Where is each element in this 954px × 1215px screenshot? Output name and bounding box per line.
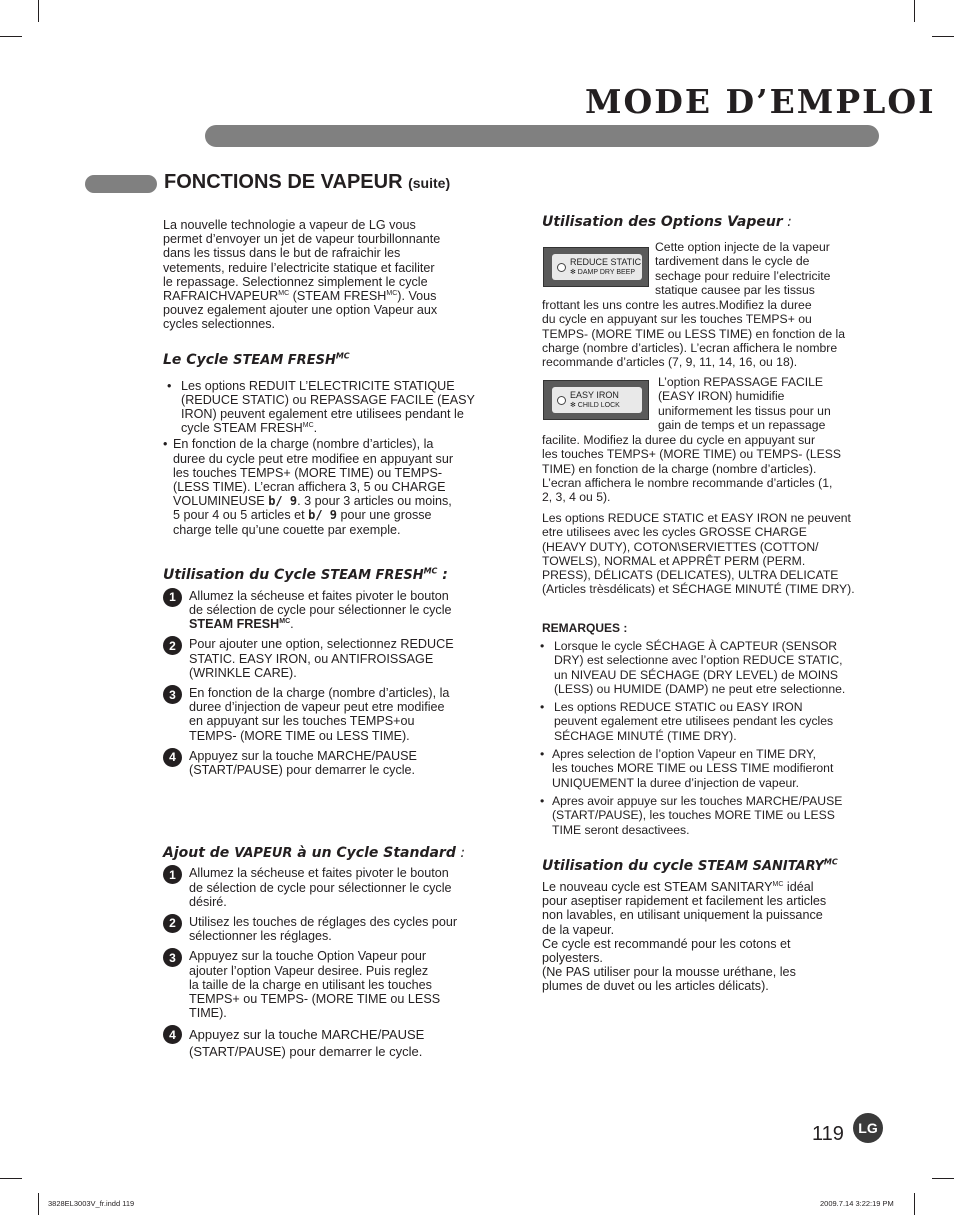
remarks-title: REMARQUES : [542,621,628,635]
bullet-dot: • [540,700,545,715]
text-line: SÉCHAGE MINUTÉ (TIME DRY). [554,728,737,743]
mc-mark: MC [335,350,350,360]
mc-mark: MC [278,289,290,297]
bullet-line: charge telle qu’une couette par exemple. [173,522,401,537]
text-line: DRY) est selectionne avec l’option REDUCE STATIC, [554,653,843,668]
bullet-line: duree du cycle peut etre modifiee en appuyant sur [173,451,454,466]
heading-text: Utilisation du Cycle [163,566,321,583]
easy-iron-side-text [658,375,868,432]
text-line: TOWELS), NORMAL et APPRÊT PERM (PERM. [542,553,806,568]
text-line: PRESS), DÉLICATS (DELICATES), ULTRA DELICATE [542,568,839,583]
heading-text: : [437,566,448,583]
heading-text: : [782,214,792,230]
intro-line: cycles selectionnes. [163,317,275,332]
reduce-static-panel [543,247,649,287]
add-steam-heading [163,845,493,861]
reduce-static-button [552,254,642,280]
text-line: Ce cycle est recommandé pour les cotons et [542,936,791,951]
crop-mark [0,1178,22,1179]
crop-mark [932,1178,954,1179]
easy-iron-text [542,433,872,504]
text-line: charge (nombre d’articles). L’ecran affichera le nombre [542,340,838,355]
bullet-dot: • [540,639,545,653]
add-steps [163,866,493,1060]
intro-text: RAFRAICHVAPEUR [163,289,279,304]
steam-sanitary-text [542,880,877,994]
bullet-text: 5 pour 4 ou 5 articles et [173,508,309,523]
intro-paragraph [163,218,493,332]
text-line: (HEAVY DUTY), COTON\SERVIETTES (COTTON/ [542,539,819,554]
indicator-light-icon [557,263,566,272]
step-line: (START/PAUSE) pour demarrer le cycle. [189,763,416,778]
steam-fresh-bullets [163,379,493,537]
step-item [163,949,493,1020]
heading-text: STEAM SANITARY [697,859,824,874]
crop-mark [0,36,22,37]
crop-mark [932,36,954,37]
step-number: 1 [163,588,182,607]
text-line: L’ecran affichera le nombre recommande d’articles (1, [542,475,833,490]
step-line: en appuyant sur les touches TEMPS+ou [189,714,415,729]
crop-mark [38,1193,39,1215]
bullet-line: En fonction de la charge (nombre d’articles), la [173,437,434,452]
text-line: tardivement dans le cycle de [655,254,810,269]
use-steps [163,589,493,777]
options-restriction-text [542,511,877,597]
list-item [163,437,493,536]
text-line: recommande d’articles (7, 9, 11, 14, 16, ou 18). [542,355,798,370]
text-line: (START/PAUSE), les touches MORE TIME ou LESS [552,808,835,823]
list-item [540,794,875,837]
list-item [540,747,875,790]
section-title [164,171,450,194]
bullet-line [173,508,453,522]
text-line: non lavables, en utilisant uniquement la puissance [542,908,823,923]
text-line: UNIQUEMENT la duree d’injection de vapeur. [552,775,800,790]
text-line: peuvent egalement etre utilisees pendant les cycles [554,714,834,729]
left-column [163,218,493,1066]
step-item [163,749,493,777]
mc-mark: MC [302,422,314,430]
heading-text: à un Cycle Standard [292,845,456,862]
sanitary-text: idéal [783,880,814,894]
intro-text: (STEAM FRESH [289,289,387,304]
steam-sanitary-heading [542,858,838,874]
crop-mark [914,1193,915,1215]
step-line: Appuyez sur la touche MARCHE/PAUSE [189,1027,425,1043]
text-line: Cette option injecte de la vapeur [655,240,830,254]
steam-fresh-heading [163,352,493,368]
text-line: Apres selection de l’option Vapeur en TIME DRY, [552,747,816,762]
step-text: . [290,617,294,632]
step-line: Allumez la sécheuse et faites pivoter le bouton [189,588,449,603]
step-line: la taille de la charge en utilisant les touches [189,977,432,992]
footer-timestamp: 2009.7.14 3:22:19 PM [820,1199,894,1208]
step-line: duree d’injection de vapeur peut etre modifiee [189,700,445,715]
section-title-text: FONCTIONS DE VAPEUR [164,171,403,193]
lg-logo: LG [853,1113,883,1143]
button-label: REDUCE STATIC [570,257,642,267]
text-line: (EASY IRON) humidifie [658,389,785,404]
text-line: uniformement les tissus pour un [658,403,831,418]
step-line: TEMPS+ ou TEMPS- (MORE TIME ou LESS [189,991,441,1006]
intro-line: dans les tissus dans le but de rafraichir les [163,246,401,261]
heading-text: : [455,845,466,862]
step-line: de sélection de cycle pour sélectionner le cycle [189,603,452,618]
intro-line: permet d’envoyer un jet de vapeur tourbillonnante [163,232,441,247]
button-label: EASY IRON [570,390,619,400]
text-line: plumes de duvet ou les articles délicats). [542,979,769,994]
mc-mark: MC [823,857,838,867]
section-marker [85,175,157,193]
crop-mark [38,0,39,22]
reduce-static-text [542,298,872,369]
list-item [540,700,875,743]
easy-iron-panel [543,380,649,420]
bullet-line: les touches TEMPS+ (MORE TIME) ou TEMPS- [173,465,443,480]
bullet-dot: • [540,793,545,808]
bullet-line: (REDUCE STATIC) ou REPASSAGE FACILE (EASY [181,392,475,407]
text-line: TEMPS- (MORE TIME ou LESS TIME) en fonction de la [542,326,845,341]
intro-text: ). Vous [397,289,437,304]
step-number: 3 [163,948,182,967]
step-line: sélectionner les réglages. [189,929,332,944]
step-line: TEMPS- (MORE TIME ou LESS TIME). [189,728,410,743]
text-line: les touches MORE TIME ou LESS TIME modifieront [552,761,834,776]
intro-line: le repassage. Selectionnez simplement le cycle [163,274,428,289]
button-sublabel: ✻ CHILD LOCK [570,402,620,409]
step-item [163,1026,493,1060]
intro-line: vetements, reduire l’electricite statique et faciliter [163,260,435,275]
bullet-text: VOLUMINEUSE [173,494,269,509]
text-line: frottant les uns contre les autres.Modifiez la duree [542,298,812,312]
text-line: 2, 3, 4 ou 5). [542,490,611,505]
bullet-line [181,421,475,435]
bullet-dot: • [540,747,545,762]
intro-line [163,289,493,303]
step-line: Pour ajouter une option, selectionnez REDUCE [189,637,454,652]
step-line: désiré. [189,894,227,909]
text-line: pour aseptiser rapidement et facilement les articles [542,894,827,909]
mc-mark: MC [279,618,291,626]
indicator-light-icon [557,396,566,405]
bullet-line: IRON) peuvent egalement etre utilisees pendant le [181,407,464,422]
text-line: du cycle en appuyant sur les touches TEMPS+ ou [542,312,812,327]
step-item [163,637,493,680]
sanitary-text: Le nouveau cycle est STEAM SANITARY [542,880,773,894]
step-line: STATIC. EASY IRON, ou ANTIFROISSAGE [189,651,434,666]
use-steam-fresh-heading [163,567,493,583]
text-line: sechage pour reduire l’electricite [655,268,831,283]
text-line: facilite. Modifiez la duree du cycle en appuyant sur [542,433,816,447]
button-sublabel: ✻ DAMP DRY BEEP [570,269,635,276]
bullet-text: . [313,421,318,436]
display-glyph: b/ 9 [268,494,298,509]
text-line: (LESS) ou HUMIDE (DAMP) ne peut etre selectionne. [554,681,846,696]
step-line: de sélection de cycle pour sélectionner le cycle [189,880,452,895]
text-line: Les options REDUCE STATIC ou EASY IRON [554,700,803,715]
heading-text: Utilisation des Options Vapeur [542,214,783,230]
text-line: polyesters. [542,951,603,966]
text-line: de la vapeur. [542,922,615,937]
crop-mark [914,0,915,22]
step-number: 4 [163,1025,182,1044]
step-number: 1 [163,865,182,884]
step-line: TIME). [189,1006,227,1021]
remarks-list [540,639,875,837]
heading-text: VAPEUR [234,846,293,862]
step-line: (START/PAUSE) pour demarrer le cycle. [189,1044,423,1060]
mc-mark: MC [423,566,438,576]
bullet-text: pour une grosse [337,508,432,523]
bullet-text: . 3 pour 3 articles ou moins, [297,494,452,509]
step-line: Allumez la sécheuse et faites pivoter le bouton [189,866,449,881]
mc-mark: MC [386,289,398,297]
steam-options-heading [542,214,792,230]
intro-line: La nouvelle technologie a vapeur de LG vous [163,218,416,232]
step-line: ajouter l’option Vapeur desiree. Puis reglez [189,963,429,978]
step-number: 3 [163,685,182,704]
step-number: 2 [163,636,182,655]
header-bar [205,125,879,147]
text-line: L’option REPASSAGE FACILE [658,375,824,389]
heading-text: Utilisation du cycle [542,858,698,874]
bullet-text: cycle STEAM FRESH [181,421,303,436]
list-item [540,639,875,696]
footer-file-info: 3828EL3003V_fr.indd 119 [48,1199,135,1208]
text-line: TIME) en fonction de la charge (nombre d’articles). [542,461,817,476]
mc-mark: MC [772,880,784,888]
step-item [163,915,493,943]
bullet-line: (LESS TIME). L’ecran affichera 3, 5 ou CHARGE [173,480,446,495]
step-line: Utilisez les touches de réglages des cycles pour [189,914,458,929]
text-line: un NIVEAU DE SÉCHAGE (DRY LEVEL) de MOINS [554,667,839,682]
display-glyph: b/ 9 [308,508,338,523]
text-line [542,880,877,894]
bullet-line: Les options REDUIT L’ELECTRICITE STATIQUE [181,378,455,393]
text-line: (Ne PAS utiliser pour la mousse uréthane, les [542,965,796,980]
text-line: gain de temps et un repassage [658,417,826,432]
section-subtitle: (suite) [408,175,451,191]
step-number: 2 [163,914,182,933]
step-number: 4 [163,748,182,767]
bullet-dot: • [167,378,172,393]
text-line: etre utilisees avec les cycles GROSSE CHARGE [542,525,807,540]
text-line: Apres avoir appuye sur les touches MARCHE/PAUSE [552,793,843,808]
reduce-static-side-text [655,240,865,297]
heading-text: Le Cycle [163,351,234,368]
bullet-line [173,494,453,508]
heading-text: STEAM FRESH [320,567,424,583]
list-item [163,379,493,436]
step-line [189,617,452,631]
heading-text: STEAM FRESH [233,352,336,368]
page-title: MODE D’EMPLOI [585,82,936,121]
text-line: Lorsque le cycle SÉCHAGE À CAPTEUR (SENSOR [554,639,838,653]
intro-line: pouvez egalement ajouter une option Vapeur aux [163,303,438,318]
step-line: En fonction de la charge (nombre d’articles), la [189,686,450,701]
page-number: 119 [812,1123,844,1145]
text-line: (Articles trèsdélicats) et SÉCHAGE MINUTÉ (TIME DRY). [542,582,855,597]
bullet-dot: • [163,437,168,452]
step-line: Appuyez sur la touche MARCHE/PAUSE [189,748,417,763]
step-item [163,589,493,632]
text-line: Les options REDUCE STATIC et EASY IRON ne peuvent [542,511,851,525]
step-line: Appuyez sur la touche Option Vapeur pour [189,949,427,964]
text-line: les touches TEMPS+ (MORE TIME) ou TEMPS- (LESS [542,447,842,462]
step-item [163,866,493,909]
text-line: TIME seront desactivees. [552,822,690,837]
step-item [163,686,493,743]
heading-text: Ajout de [163,845,235,862]
step-bold: STEAM FRESH [189,617,280,632]
step-line: (WRINKLE CARE). [189,665,297,680]
text-line: statique causee par les tissus [655,282,815,297]
easy-iron-button [552,387,642,413]
